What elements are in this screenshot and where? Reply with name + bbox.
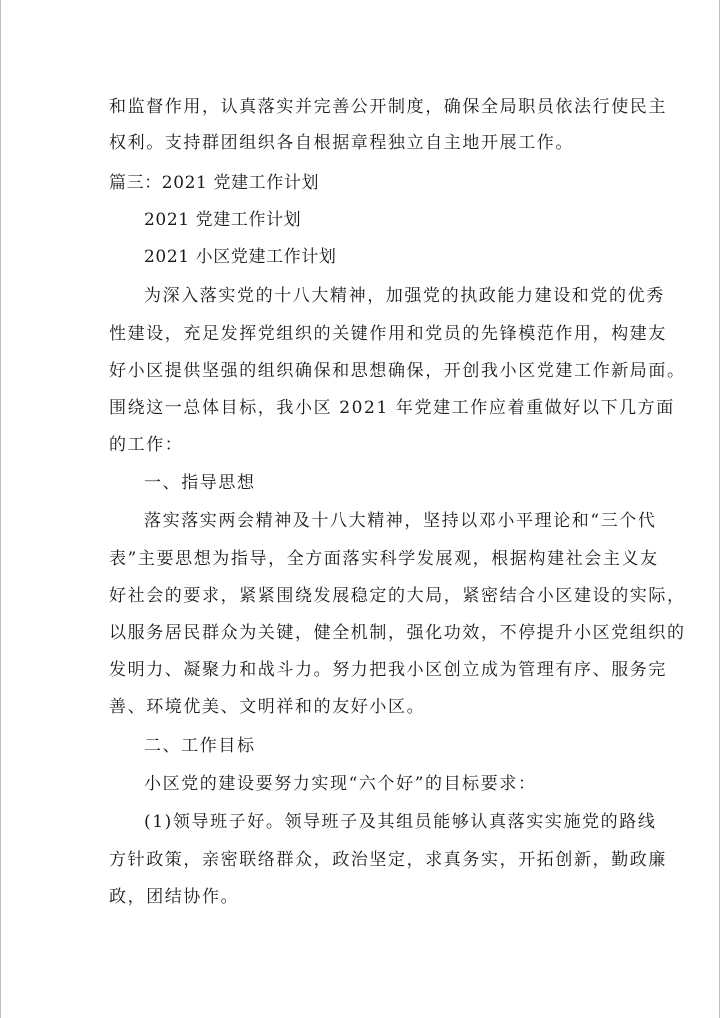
paragraph-line: 权利。支持群团组织各自根据章程独立自主地开展工作。 [109,133,574,153]
paragraph-line: 发明力、凝聚力和战斗力。努力把我小区创立成为管理有序、服务完 [109,660,667,680]
paragraph-line: 善、环境优美、文明祥和的友好小区。 [109,697,426,717]
paragraph-line: 和监督作用，认真落实并完善公开制度，确保全局职员依法行使民主 [109,97,667,117]
plan-title: 2021 党建工作计划 [144,210,302,230]
paragraph-line: 为深入落实党的十八大精神，加强党的执政能力建设和党的优秀 [144,286,665,306]
paragraph-line: 的工作： [109,435,184,455]
paragraph-line: 好小区提供坚强的组织确保和思想确保，开创我小区党建工作新局面。 [109,361,686,381]
paragraph-line: 以服务居民群众为关键，健全机制，强化功效，不停提升小区党组织的 [109,623,686,643]
paragraph-line: 好社会的要求，紧紧围绕发展稳定的大局，紧密结合小区建设的实际， [109,586,686,606]
paragraph-line: 落实落实两会精神及十八大精神，坚持以邓小平理论和“三个代 [144,511,657,531]
list-item-line: 政，团结协作。 [109,887,240,907]
paragraph-line: 小区党的建设要努力实现“六个好”的目标要求： [144,774,537,794]
section-heading-work-goals: 二、工作目标 [144,736,256,756]
plan-subtitle: 2021 小区党建工作计划 [144,247,337,267]
list-item-line: (1)领导班子好。领导班子及其组员能够认真落实实施党的路线 [144,812,657,832]
paragraph-line: 围绕这一总体目标，我小区 2021 年党建工作应着重做好以下几方面 [109,398,675,418]
section-heading-guiding-ideology: 一、指导思想 [144,473,256,493]
paragraph-line: 表”主要思想为指导，全方面落实科学发展观，根据构建社会主义友 [109,549,659,569]
paragraph-line: 性建设，充足发挥党组织的关键作用和党员的先锋模范作用，构建友 [109,324,667,344]
section-title: 篇三：2021 党建工作计划 [109,173,320,193]
list-item-line: 方针政策，亲密联络群众，政治坚定，求真务实，开拓创新，勤政廉 [109,850,667,870]
